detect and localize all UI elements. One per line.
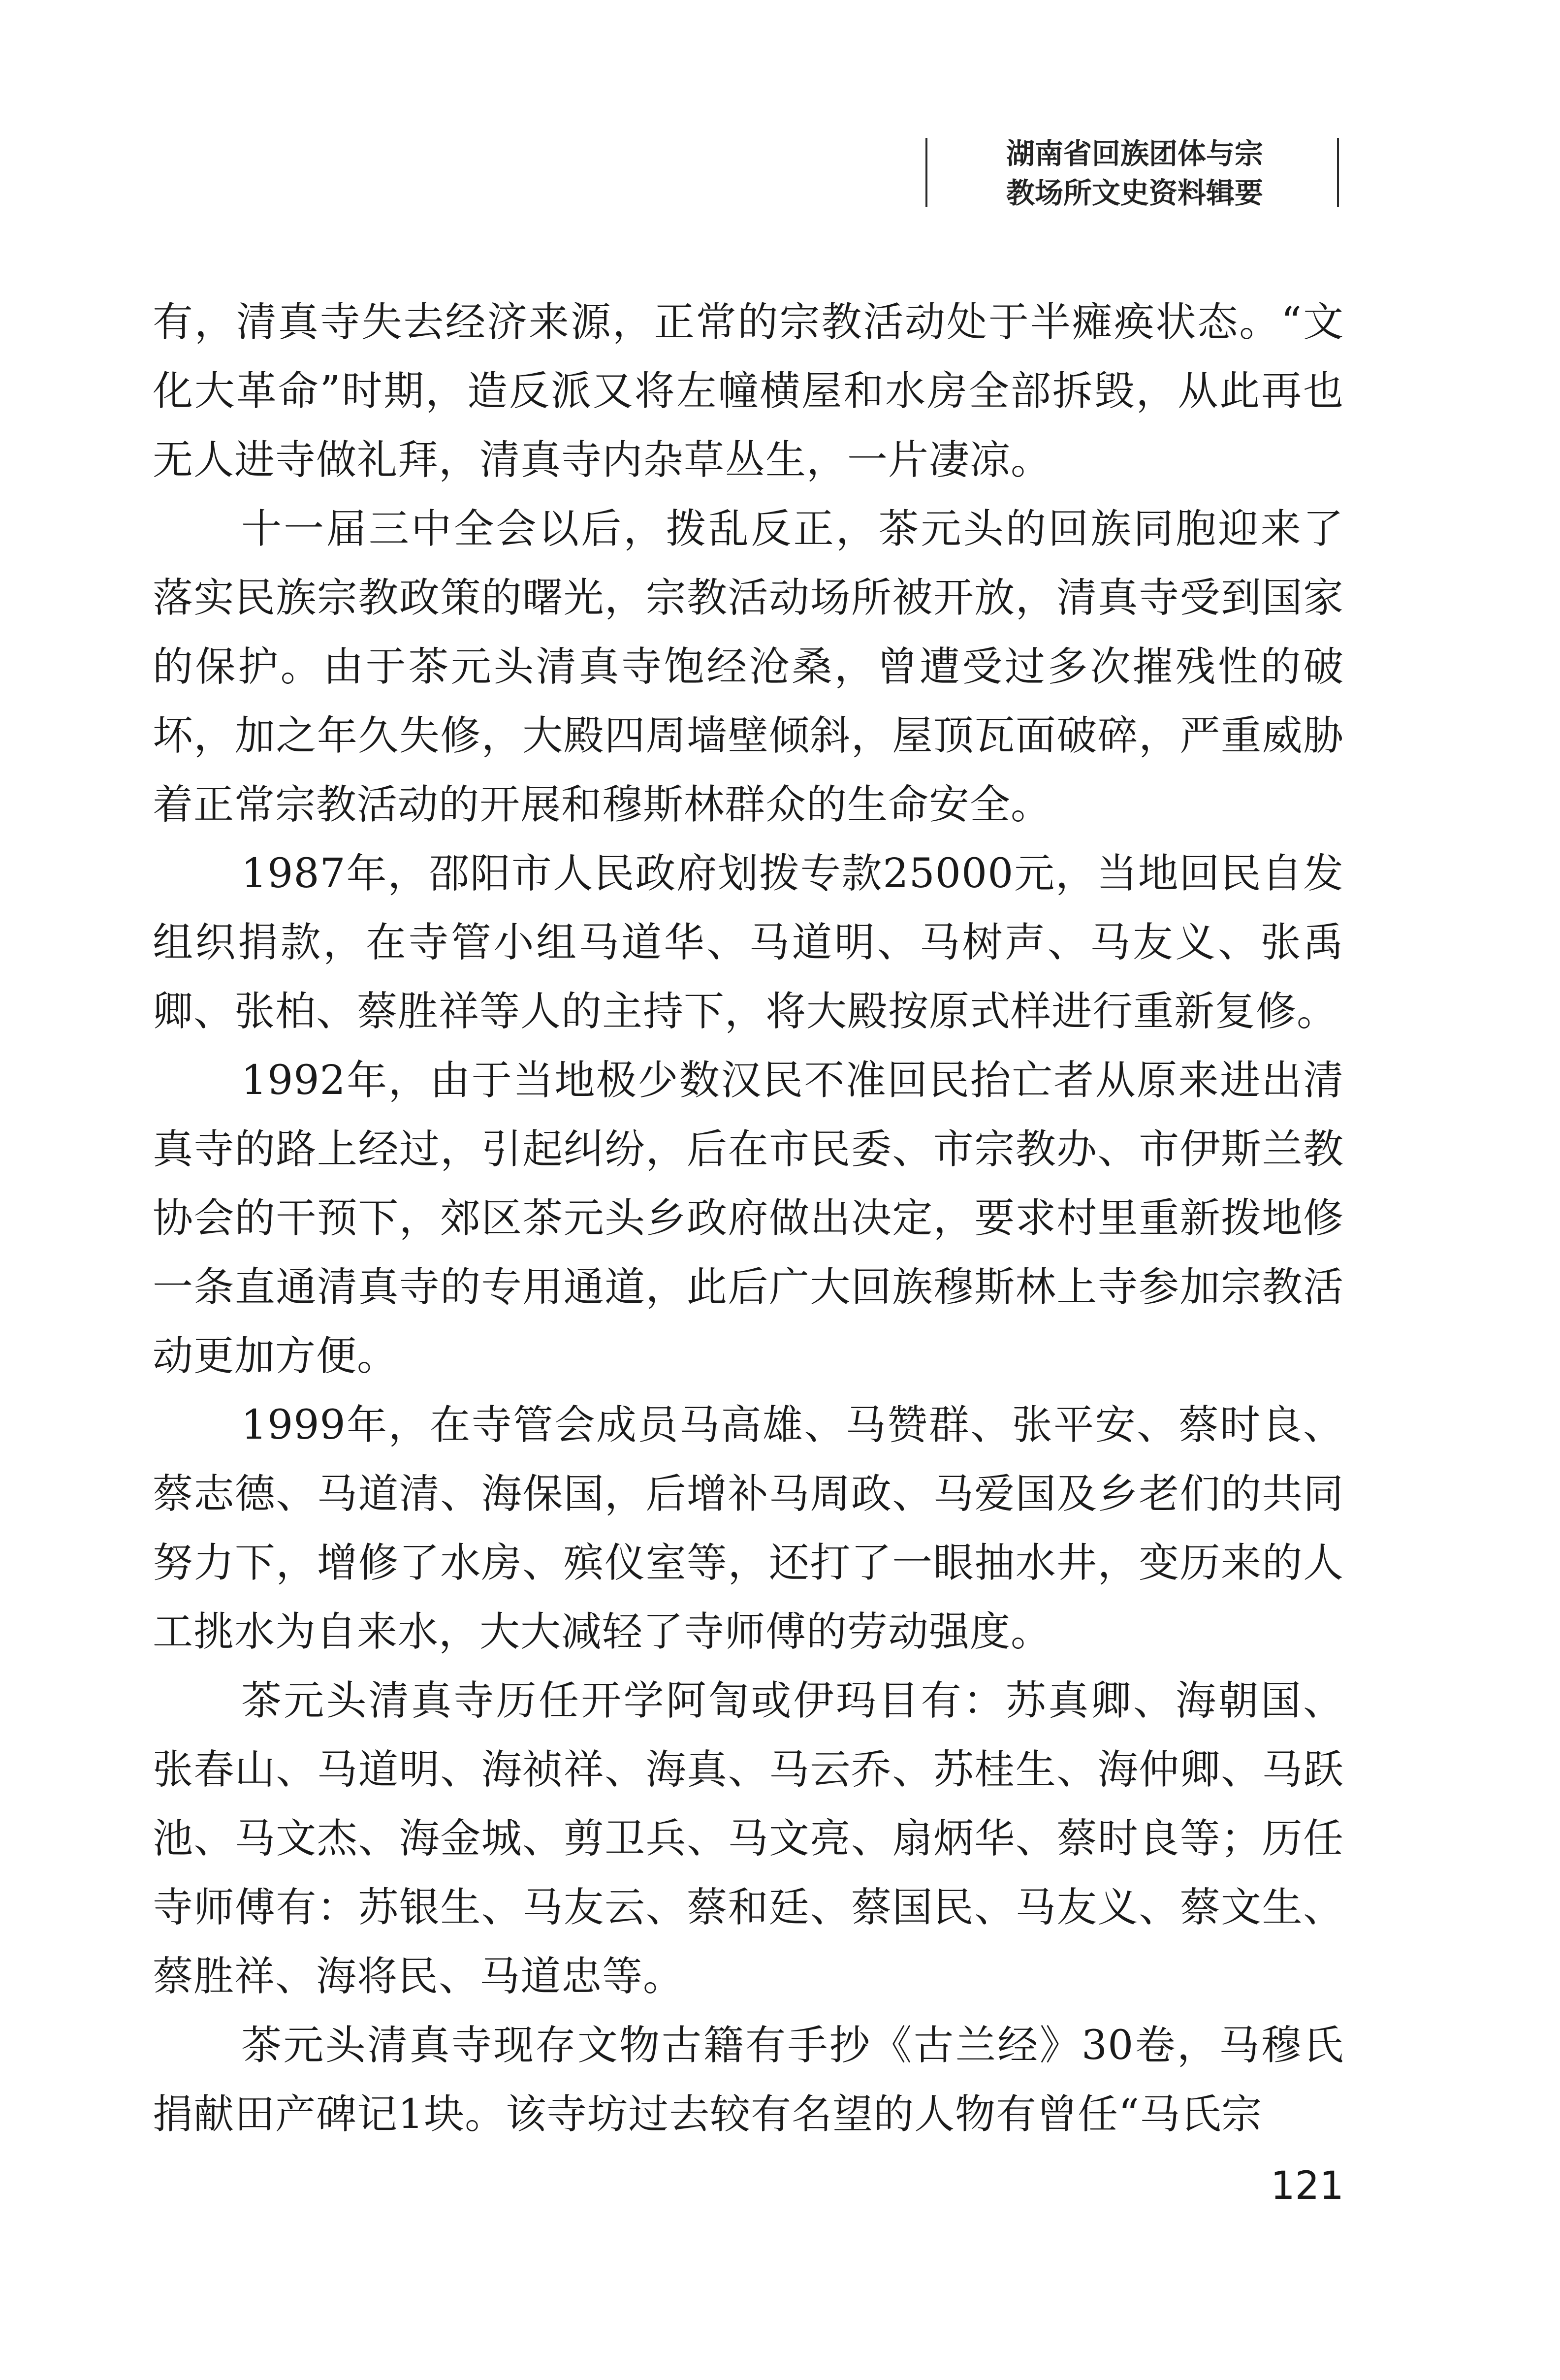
paragraph: 茶元头清真寺历任开学阿訇或伊玛目有：苏真卿、海朝国、张春山、马道明、海祯祥、海真、马云乔、苏桂生、海仲卿、马跃池、马文杰、海金城、剪卫兵、马文亮、扇炳华、蔡时良等；历任寺师傅有：苏银生、马友云、蔡和廷、蔡国民、马友义、蔡文生、蔡胜祥、海将民、马道忠等。 [153, 1677, 1344, 2000]
header-rule-left [925, 138, 927, 207]
paragraph: 1987年，邵阳市人民政府划拨专款25000元，当地回民自发组织捐款，在寺管小组马道华、马道明、马树声、马友义、张禹卿、张柏、蔡胜祥等人的主持下，将大殿按原式样进行重新复修。 [153, 850, 1344, 1035]
body-text [153, 288, 1344, 2149]
header-line-2: 教场所文史资料辑要 [1006, 176, 1263, 210]
paragraph: 1992年，由于当地极少数汉民不准回民抬亡者从原来进出清真寺的路上经过，引起纠纷，后在市民委、市宗教办、市伊斯兰教协会的干预下，郊区茶元头乡政府做出决定，要求村里重新拨地修一条直通清真寺的专用通道，此后广大回族穆斯林上寺参加宗教活动更加方便。 [153, 1057, 1344, 1380]
header-title [940, 134, 1329, 213]
paragraph: 十一届三中全会以后，拨乱反正，茶元头的回族同胞迎来了落实民族宗教政策的曙光，宗教活动场所被开放，清真寺受到国家的保护。由于茶元头清真寺饱经沧桑，曾遭受过多次摧残性的破坏，加之年久失修，大殿四周墙壁倾斜，屋顶瓦面破碎，严重威胁着正常宗教活动的开展和穆斯林群众的生命安全。 [153, 506, 1344, 828]
paragraph: 茶元头清真寺现存文物古籍有手抄《古兰经》30卷，马穆氏捐献田产碑记1块。该寺坊过去较有名望的人物有曾任“马氏宗 [153, 2022, 1344, 2138]
paragraph: 有，清真寺失去经济来源，正常的宗教活动处于半瘫痪状态。“文化大革命”时期，造反派又将左幢横屋和水房全部拆毁，从此再也无人进寺做礼拜，清真寺内杂草丛生，一片凄凉。 [153, 299, 1344, 483]
running-header [925, 134, 1349, 213]
page-number: 121 [1271, 2164, 1344, 2208]
header-line-1: 湖南省回族团体与宗 [1006, 137, 1263, 170]
paragraph: 1999年，在寺管会成员马高雄、马赞群、张平安、蔡时良、蔡志德、马道清、海保国，后增补马周政、马爱国及乡老们的共同努力下，增修了水房、殡仪室等，还打了一眼抽水井，变历来的人工挑水为自来水，大大减轻了寺师傅的劳动强度。 [153, 1402, 1344, 1655]
header-rule-right [1337, 138, 1339, 207]
